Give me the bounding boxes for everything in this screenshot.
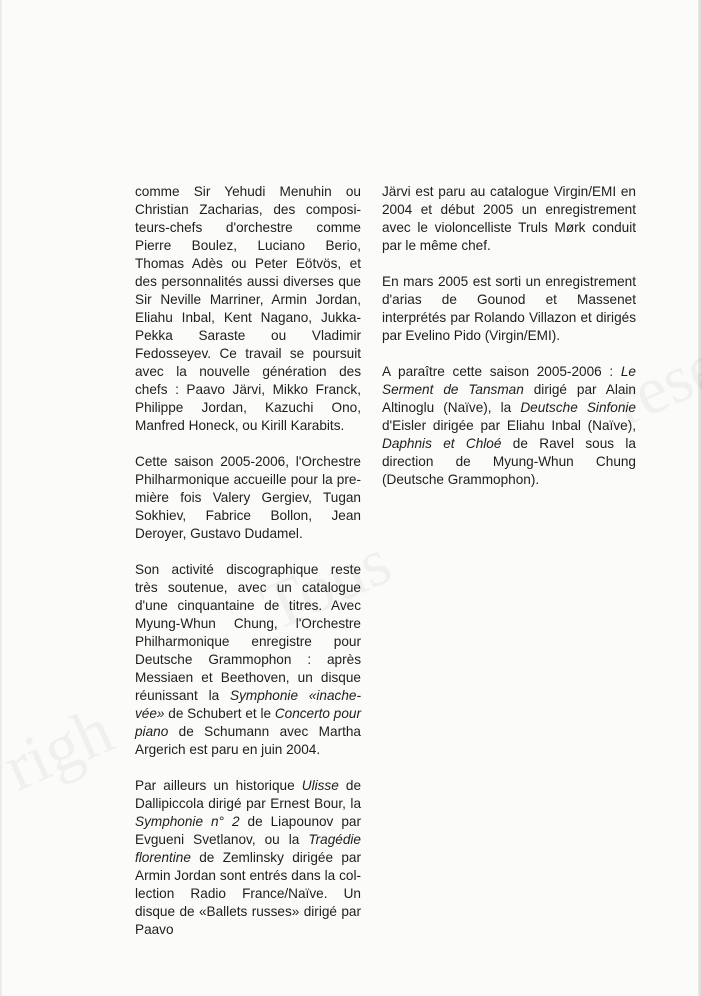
page-right-edge <box>698 0 702 996</box>
paragraph <box>135 183 361 435</box>
work-title: Le Serment de Tansman <box>382 364 636 397</box>
text-run: Järvi est paru au catalogue Virgin/EMI en 2004 et début 2005 un enregistrement avec le violoncelliste Truls Mørk conduit par le même chef. <box>382 184 636 253</box>
text-run: de Ravel sous la direction de Myung-Whun Chung (Deutsche Grammophon). <box>382 436 636 487</box>
text-run: A paraître cette saison 2005-2006 : <box>382 364 621 379</box>
paragraph <box>382 273 636 345</box>
text-run: En mars 2005 est sorti un enregistrement d'arias de Gounod et Massenet interprétés par Rolando Villazon et dirigés par Evelino Pido (Virgin/EMI). <box>382 274 636 343</box>
work-title: Daphnis et Chloé <box>382 436 502 451</box>
text-run: de Schumann avec Martha Argerich est paru en juin 2004. <box>135 724 361 757</box>
paragraph <box>382 183 636 255</box>
left-text-column <box>135 183 361 957</box>
work-title: Symphonie n° 2 <box>135 814 240 829</box>
right-text-column <box>382 183 636 507</box>
watermark-text <box>0 690 124 807</box>
text-run: comme Sir Yehudi Menuhin ou Christian Zacharias, des compositeurs-chefs d'orchestre comme Pierre Boulez, Luciano Berio, Thomas Adès ou Peter Eötvös, et des personnalités aussi diverses que Sir Neville Marriner, Armin Jordan, Eliahu Inbal, Kent Nagano, Jukka-Pekka Saraste ou Vladimir Fedosseyev. Ce travail se poursuit avec la nouvelle génération des chefs : Paavo Järvi, Mikko Franck, Philippe Jordan, Kazuchi Ono, Manfred Honeck, ou Kirill Karabits. <box>135 184 361 433</box>
text-run: d'Eisler dirigée par Eliahu Inbal (Naïve), <box>382 418 636 433</box>
paragraph <box>135 453 361 543</box>
text-run: Son activité discographique reste très soutenue, avec un catalogue d'une cinquantaine de titres. Avec Myung-Whun Chung, l'Orchestre Philharmonique enregistre pour Deutsche Grammophon : après Messiaen et Beethoven, un disque réunissant la <box>135 562 361 703</box>
paragraph <box>382 363 636 489</box>
work-title: Tragédie florentine <box>135 832 361 865</box>
text-run: Cette saison 2005-2006, l'Orchestre Philharmonique accueille pour la première fois Valery Gergiev, Tugan Sokhiev, Fabrice Bollon, Jean Deroyer, Gustavo Dudamel. <box>135 454 361 541</box>
text-run: de Zemlinsky dirigée par Armin Jordan sont entrés dans la collection Radio France/Naïve. Un disque de «Ballets russes» dirigé par Paavo <box>135 850 361 937</box>
text-run: de Schubert et le <box>164 706 275 721</box>
work-title: Symphonie «inachevée» <box>135 688 362 721</box>
text-run: Par ailleurs un historique <box>135 778 302 793</box>
text-run: de Dallipiccola dirigé par Ernest Bour, la <box>135 778 362 811</box>
text-run: dirigé par Alain Altinoglu (Naïve), la <box>382 382 636 415</box>
work-title: Concerto pour piano <box>135 706 361 739</box>
page-left-edge <box>0 0 2 996</box>
work-title: Deutsche Sinfonie <box>520 400 636 415</box>
text-run: de Liapounov par Evgueni Svetlanov, ou la <box>135 814 361 847</box>
paragraph <box>135 777 361 939</box>
paragraph <box>135 561 361 759</box>
work-title: Ulisse <box>301 778 339 793</box>
